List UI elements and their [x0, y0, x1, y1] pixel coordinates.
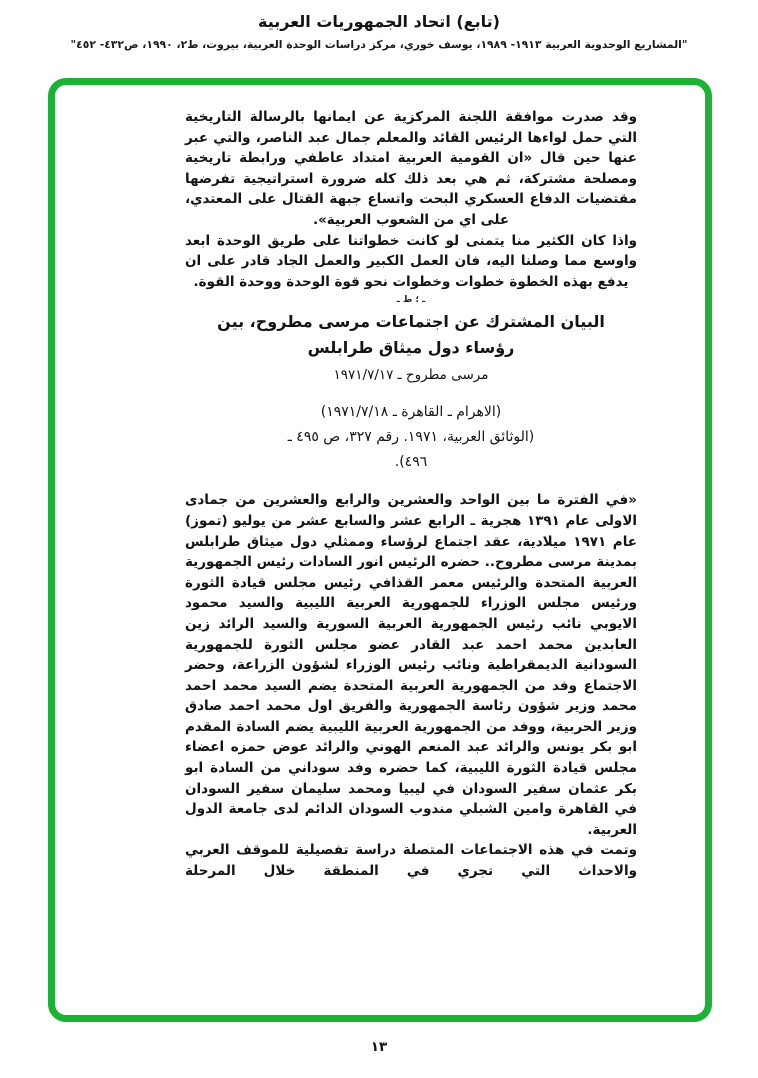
statement-heading — [185, 309, 637, 361]
statement-heading-line1: البيان المشترك عن اجتماعات مرسى مطروح، بين — [217, 312, 605, 332]
paragraph-unity-steps: واذا كان الكثير منا يتمنى لو كانت خطواتنا على طريق الوحدة ابعد واوسع مما وصلنا اليه، فان العمل الكبير والعمل الجاد قادر على ان يدفع بهذه الخطوة خطوات وخطوات نحو قوة الوحدة ووحدة القوة. — [185, 232, 637, 290]
document-title: (تابع) اتحاد الجمهوريات العربية — [258, 12, 500, 31]
statement-heading-line2: رؤساء دول ميثاق طرابلس — [307, 338, 515, 358]
paragraph-detailed-study: وتمت في هذه الاجتماعات المتصلة دراسة تفصيلية للموقف العربي والاحداث التي تجري في المنطقة خلال المرحلة — [185, 842, 637, 880]
page-header — [0, 12, 758, 51]
source-reference-line: (الاهرام ـ القاهرة ـ ١٩٧١/٧/١٨) — [320, 404, 502, 421]
source-reference-line: ٤٩٦). — [394, 454, 428, 471]
section-separator-ornament: ـ ؛ ط ـ — [396, 295, 426, 306]
text-column — [55, 85, 705, 882]
source-references — [185, 400, 637, 475]
paragraph-central-committee-approval: وقد صدرت موافقة اللجنة المركزية عن ايمانها بالرسالة التاريخية التي حمل لواءها الرئيس القائد والمعلم جمال عبد الناصر، والتي عبر عنها حين قال «ان القومية العربية امتداد عاطفي ورابطة تاريخية ومصلحة مشتركة، ثم هي بعد ذلك كله ضرورة استراتيجية تفرضها مقتضيات الدفاع العسكري البحت واتساع جبهة القتال على المعتدي، على اي من الشعوب العربية». — [185, 109, 637, 228]
page-number: ١٣ — [370, 1039, 388, 1055]
statement-place-date: مرسى مطروح ـ ١٩٧١/٧/١٧ — [333, 367, 489, 384]
document-source-citation: "المشاريع الوحدوية العربية ١٩١٣- ١٩٨٩، يوسف خوري، مركز دراسات الوحدة العربية، بيروت، ط٢، ١٩٩٠، ص٤٣٢- ٤٥٢" — [70, 38, 688, 51]
source-reference-line: (الوثائق العربية، ١٩٧١. رقم ٣٢٧، ص ٤٩٥ ـ — [287, 429, 535, 446]
page-footer — [0, 1036, 758, 1055]
paragraph-meeting-attendees: «في الفترة ما بين الواحد والعشرين والرابع والعشرين من جمادى الاولى عام ١٣٩١ هجرية ـ الرابع عشر والسابع عشر من يوليو (تموز) عام ١٩٧١ ميلادية، عقد اجتماع لرؤساء وممثلي دول ميثاق طرابلس بمدينة مرسى مطروح.. حضره الرئيس انور السادات رئيس الجمهورية العربية المتحدة والرئيس معمر القذافي رئيس مجلس قيادة الثورة ورئيس مجلس الوزراء للجمهورية العربية الليبية والسيد محمود الايوبي نائب رئيس الجمهورية العربية السورية والسيد الرائد زين العابدين محمد احمد عبد القادر عضو مجلس الثورة للجمهورية السودانية الديمقراطية ونائب رئيس الوزراء لشؤون الزراعة، وحضر الاجتماع وفد من الجمهورية العربية المتحدة يضم السيد محمد احمد محمد وزير شؤون رئاسة الجمهورية والفريق اول محمد احمد صادق وزير الحربية، ووفد من الجمهورية العربية الليبية يضم السادة المقدم ابو بكر يونس والرائد عبد المنعم الهوني والرائد عوض حمزه اعضاء مجلس قيادة الثورة الليبية، كما حضره وفد سوداني من السادة ابو بكر عثمان سفير السودان في ليبيا ومحمد سليمان سفير السودان في القاهرة وامين الشبلي مندوب السودان الدائم لدى جامعة الدول العربية. — [185, 492, 637, 838]
content-border-box — [48, 78, 712, 1022]
